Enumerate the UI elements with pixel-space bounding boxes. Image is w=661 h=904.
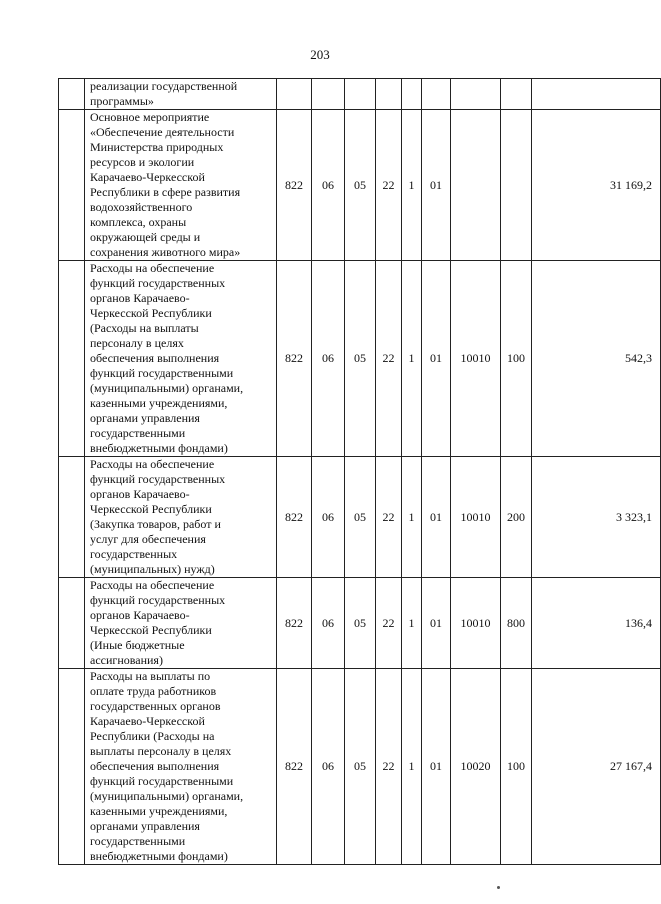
activity-code-cell: 01 (422, 578, 451, 669)
subsection-code-cell: 05 (345, 669, 376, 865)
section-code-cell: 06 (312, 457, 345, 578)
section-code-cell: 06 (312, 578, 345, 669)
amount-cell: 136,4 (532, 578, 661, 669)
amount-cell: 31 169,2 (532, 110, 661, 261)
direction-code-cell: 10010 (451, 578, 501, 669)
page-number: 203 (310, 47, 330, 62)
row-index-cell (59, 578, 85, 669)
expense-type-cell: 100 (501, 261, 532, 457)
program-code-cell: 22 (376, 261, 402, 457)
description-cell (85, 457, 277, 578)
expense-type-cell (501, 79, 532, 110)
program-code-cell: 22 (376, 110, 402, 261)
amount-cell: 3 323,1 (532, 457, 661, 578)
section-code-cell (312, 79, 345, 110)
table-row (59, 261, 661, 457)
program-code-cell: 22 (376, 578, 402, 669)
description-cell (85, 261, 277, 457)
description-cell (85, 669, 277, 865)
subsection-code-cell: 05 (345, 578, 376, 669)
subprogram-code-cell (402, 79, 422, 110)
grbs-code-cell: 822 (277, 669, 312, 865)
description-cell (85, 578, 277, 669)
row-index-cell (59, 110, 85, 261)
subprogram-code-cell: 1 (402, 110, 422, 261)
section-code-cell: 06 (312, 110, 345, 261)
row-index-cell (59, 457, 85, 578)
amount-cell (532, 79, 661, 110)
section-code-cell: 06 (312, 669, 345, 865)
direction-code-cell: 10010 (451, 457, 501, 578)
direction-code-cell: 10010 (451, 261, 501, 457)
grbs-code-cell (277, 79, 312, 110)
row-index-cell (59, 669, 85, 865)
description-text: Расходы на обеспечение функций государственных органов Карачаево- Черкесской Республики (Закупка товаров, работ и услуг для обеспечения государственных (муниципальных) нужд) (90, 457, 226, 576)
activity-code-cell: 01 (422, 669, 451, 865)
description-text: Расходы на обеспечение функций государственных органов Карачаево- Черкесской Республики (Расходы на выплаты персоналу в целях обеспечения выполнения функций государственными (муниципальными) органами, казенными учреждениями, органами управления государственными внебюджетными фондами) (90, 261, 244, 455)
direction-code-cell (451, 110, 501, 261)
table-row (59, 669, 661, 865)
description-text: Расходы на выплаты по оплате труда работников государственных органов Карачаево-Черкесской Республики (Расходы на выплаты персоналу в целях обеспечения выполнения функций государственными (муниципальными) органами, казенными учреждениями, органами управления государственными внебюджетными фондами) (90, 669, 244, 863)
program-code-cell: 22 (376, 457, 402, 578)
grbs-code-cell: 822 (277, 261, 312, 457)
grbs-code-cell: 822 (277, 457, 312, 578)
table-row (59, 110, 661, 261)
grbs-code-cell: 822 (277, 578, 312, 669)
activity-code-cell: 01 (422, 457, 451, 578)
activity-code-cell: 01 (422, 110, 451, 261)
description-cell (85, 79, 277, 110)
description-text: Расходы на обеспечение функций государственных органов Карачаево- Черкесской Республики (Иные бюджетные ассигнования) (90, 578, 226, 667)
program-code-cell: 22 (376, 669, 402, 865)
direction-code-cell (451, 79, 501, 110)
table-row (59, 79, 661, 110)
subsection-code-cell: 05 (345, 110, 376, 261)
grbs-code-cell: 822 (277, 110, 312, 261)
expense-type-cell: 200 (501, 457, 532, 578)
subsection-code-cell: 05 (345, 261, 376, 457)
budget-table (58, 78, 661, 865)
amount-cell: 542,3 (532, 261, 661, 457)
row-index-cell (59, 261, 85, 457)
table-row (59, 457, 661, 578)
expense-type-cell: 800 (501, 578, 532, 669)
subprogram-code-cell: 1 (402, 578, 422, 669)
activity-code-cell: 01 (422, 261, 451, 457)
table-row (59, 578, 661, 669)
direction-code-cell: 10020 (451, 669, 501, 865)
scan-speck (497, 886, 500, 889)
activity-code-cell (422, 79, 451, 110)
expense-type-cell: 100 (501, 669, 532, 865)
section-code-cell: 06 (312, 261, 345, 457)
subsection-code-cell: 05 (345, 457, 376, 578)
subprogram-code-cell: 1 (402, 457, 422, 578)
subsection-code-cell (345, 79, 376, 110)
subprogram-code-cell: 1 (402, 261, 422, 457)
row-index-cell (59, 79, 85, 110)
description-cell (85, 110, 277, 261)
description-text: Основное мероприятие «Обеспечение деятельности Министерства природных ресурсов и экологии Карачаево-Черкесской Республики в сфере развития водохозяйственного комплекса, охраны окружающей среды и сохранения животного мира» (90, 110, 241, 259)
subprogram-code-cell: 1 (402, 669, 422, 865)
amount-cell: 27 167,4 (532, 669, 661, 865)
description-text: реализации государственной программы» (90, 79, 238, 108)
program-code-cell (376, 79, 402, 110)
expense-type-cell (501, 110, 532, 261)
